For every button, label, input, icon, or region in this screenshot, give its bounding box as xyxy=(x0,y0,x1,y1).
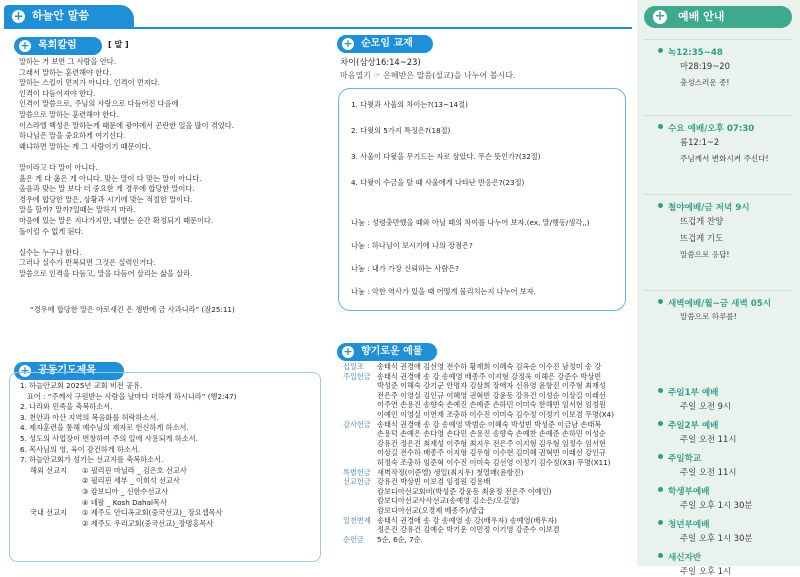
cell-share xyxy=(351,218,623,241)
plus-icon: + xyxy=(20,39,30,52)
worship-section-line: 마28:19~20 xyxy=(680,61,730,71)
plus-icon: + xyxy=(13,9,24,23)
worship-section-line: 주일 오전 9시 xyxy=(680,401,732,411)
offering-line: 강유건 박상빈 이보겸 임정원 김용배 xyxy=(377,477,491,487)
offering-line: 전은주 이영실 김인규 이혜영 권혁빈 강윤동 강유건 이성순 이상길 이래선 xyxy=(377,390,606,400)
worship-section-title: 주일1부 예배 xyxy=(668,388,719,398)
offering-line: 5순, 6순, 7순. xyxy=(377,534,423,544)
worship-section-title: 새신자반 xyxy=(668,553,702,563)
worship-section-title: 주일2부 예배 xyxy=(668,421,719,431)
mission-label xyxy=(20,487,82,498)
prayer-item: 3. 천안과 아산 지역의 복음화를 허락하소서. xyxy=(20,412,159,422)
worship-section-line: 충성스러운 종! xyxy=(680,78,730,87)
column-line: 인격이 다듬어져야 한다. xyxy=(19,88,96,98)
offering-line: 허정숙 조충하 임준혁 이수진 이미숙 김선영 이정기 김수정(X3) 무명(X11) xyxy=(377,457,611,467)
column-text xyxy=(19,57,319,279)
offering-line: 박성준 이해숙 강기군 안명자 김삼희 장애자 신유영 윤항진 이주형 최재성 xyxy=(377,381,606,391)
offering-label: 십일조 xyxy=(343,362,364,371)
mission-item: ① 제주도 안디옥교회(중국선교)_ 장요셉목사 xyxy=(82,508,223,518)
paragraph-gap xyxy=(19,152,319,163)
worship-section-line: 주일 오전 11시 xyxy=(680,467,737,477)
offering-line: 이상길 전수하 배종주 이지형 김우형 이수현 김미혜 권혁빈 이래선 강인규 xyxy=(377,448,606,458)
cell-question: 3. 사울이 다윗을 무기드는 자로 삼았다. 무슨 뜻인가?(32절) xyxy=(351,152,541,161)
worship-section-line: 말씀으로 응답! xyxy=(680,250,730,259)
offering-line: 정은진 강유건 김예순 박기운 이민정 이기영 강준수 이보겸 xyxy=(377,525,560,535)
offering-title-pill xyxy=(337,343,437,361)
column-line: 말씀으로 말하는 훈련해야 한다. xyxy=(19,109,119,119)
prayer-item: 5. 성도의 사업장이 번창하여 주의 일에 사용되게 하소서. xyxy=(20,433,198,443)
cell-share xyxy=(351,241,623,264)
column-line: 그래서 말하는 훈련해야 한다. xyxy=(19,67,112,77)
column-quote: “경우에 합당한 말은 아로새긴 은 쟁반에 금 사과니라” (잠25:11) xyxy=(30,305,235,314)
offering-title: 향기로운 예물 xyxy=(361,346,423,357)
column-title: 목회칼럼 xyxy=(38,40,77,51)
prayer-item: 1. 하늘안교회 2025년 교회 비전 공유. xyxy=(20,381,143,390)
worship-title: 예배 안내 xyxy=(678,10,725,23)
worship-section-title: 새벽예배/월~금 새벽 05시 xyxy=(668,299,771,309)
column-line: 말하는 스킬이 먼저가 아니다. 인격이 먼저다. xyxy=(19,78,160,88)
offering-label: 일천번제 xyxy=(343,515,371,525)
worship-section-title: 청년부예배 xyxy=(668,520,710,530)
worship-section-line: 뜨겁게 기도 xyxy=(680,233,724,243)
paragraph-gap xyxy=(19,237,319,248)
offering-line: 이주연 손용진 송향숙 손예진 손예준 손하민 이미숙 한해빈 임서현 임정원 xyxy=(377,400,606,410)
worship-section-title: 수요 예배/오후 07:30 xyxy=(668,124,755,134)
worship-section-title: 녹12:35~48 xyxy=(668,48,723,58)
worship-section-line: 주일 오전 11시 xyxy=(680,434,737,444)
column-tag: [ 말 ] xyxy=(108,40,129,49)
prayer-item: 7. 하늘안교회가 섬기는 선교지를 축복하소서. xyxy=(20,455,164,465)
worship-section-line: 주일 오후 1시 30분 xyxy=(680,500,753,510)
column-line: 하나님은 말을 중요하게 여기신다. xyxy=(19,131,126,141)
mission-row xyxy=(20,498,315,509)
worship-section-title: 주일학교 xyxy=(668,454,702,464)
mission-label xyxy=(20,498,82,509)
worship-divider xyxy=(644,115,792,116)
offering-row xyxy=(343,477,633,515)
cell-title: 순모임 교재 xyxy=(361,38,413,49)
share-label: 나눔 xyxy=(351,241,365,250)
cell-share xyxy=(351,287,623,310)
mission-row xyxy=(20,519,315,530)
offering-line: 캄보디아선교(오경제 배종주)/발급 xyxy=(377,505,485,515)
worship-section-line: 주일 오후 1시 xyxy=(680,566,732,576)
offering-names xyxy=(377,516,560,535)
column-line: 말을 할까? 말까?일때는 말하지 마라. xyxy=(19,205,136,215)
plus-icon: + xyxy=(343,37,353,50)
offering-line: 강유건 정은진 최재성 이주형 최지우 전은주 이지형 김우형 임정수 임서현 xyxy=(377,438,606,448)
plus-icon: + xyxy=(343,345,353,358)
mission-row xyxy=(20,487,315,498)
mission-item: ② 제주도 우리교회(중국선교)_장명홍목사 xyxy=(82,518,214,528)
worship-header xyxy=(644,6,792,28)
cell-questions xyxy=(351,100,621,204)
worship-section-title: 학생부예배 xyxy=(668,487,710,497)
offering-names xyxy=(377,477,551,515)
offering-row xyxy=(343,535,633,545)
offering-names xyxy=(377,535,423,545)
column-line: 옳은 게 다 옳은 게 아니다. 맞는 말이 다 맞는 말이 아니다. xyxy=(19,173,202,183)
offering-row xyxy=(343,372,633,420)
column-line: 올음과 맞는 말 보다 더 중요한 게 경우에 합당한 말이다. xyxy=(19,184,195,194)
offering-line: 새벽작정(이준엘) 생일(최지우) 첫열매(윤항진) xyxy=(377,467,524,477)
column-line: 인격이 말씀으로, 주님의 사랑으로 다듬어진 다음에 xyxy=(19,99,179,109)
worship-divider xyxy=(644,290,792,291)
header-bar xyxy=(4,5,632,29)
share-text: : 하나님이 보시기에 나의 장점은? xyxy=(364,241,473,250)
mission-label: 국내 선교지 xyxy=(30,508,68,518)
column-line: 경우에 합당한 말은, 상황과 시기에 맞는 적절한 말이다. xyxy=(19,194,193,204)
prayer-item: 6. 목사님의 영, 육이 강건하게 하소서. xyxy=(20,444,141,454)
column-line: 왜냐하면 말하는 게 그 사람이기 때문이다. xyxy=(19,141,151,151)
share-text: : 성령충만했을 때와 아닐 때의 차이를 나누어 보자.(ex, 말/행동/생각,,) xyxy=(364,218,590,227)
offering-row xyxy=(343,468,633,478)
mission-item: ② 필리핀 세부 _ 이희석 선교사 xyxy=(82,476,180,486)
worship-section-line: 말씀으로 하루를! xyxy=(680,312,737,321)
column-line: 실수는 누구나 한다. xyxy=(19,247,82,257)
worship-section-line: 뜨겁게 찬양 xyxy=(680,216,724,226)
cell-verse: 차이(삼상16:14~23) xyxy=(340,57,421,67)
header-title: 하늘안 말씀 xyxy=(32,9,89,22)
offering-label: 감사헌금 xyxy=(343,419,371,429)
column-line: 이스라엘 백성은 말하는게 때문에 광야에서 곤란한 일을 많이 겪었다. xyxy=(19,120,234,130)
worship-divider xyxy=(644,39,792,40)
mission-label: 해외 선교지 xyxy=(30,465,68,475)
mission-row xyxy=(20,508,315,519)
column-line: 말이라고 다 말이 아니다. xyxy=(19,162,98,172)
cell-subtitle: 마음열기 ☞ 은혜받은 말씀(설교)을 나누어 봅시다. xyxy=(340,71,516,80)
cell-question: 4. 다윗이 수금을 탈 때 사울에게 나타난 반응은?(23절) xyxy=(351,178,525,187)
column-line: 마음에 있는 말은 지나가지만, 내뱉는 순간 확정되기 때문이다. xyxy=(19,215,214,225)
header-tab xyxy=(4,5,134,27)
offering-label: 특별헌금 xyxy=(343,467,371,477)
offering-line: 송태식 권경애 김선영 전수하 황재희 이혜숙 김옥순 이수진 남정미 송 강 xyxy=(377,362,602,371)
offering-line: 캄보디아선교회비(박성준 강윤동 최윤정 전은주 이예인) xyxy=(377,486,552,496)
mission-row xyxy=(20,466,315,477)
offering-line: 이예인 이영실 이연재 조충하 이수진 이미숙 김수정 이정기 이보겸 무명(X4) xyxy=(377,409,615,419)
prayer-item: 4. 제자훈련을 통해 예수님의 제자로 헌신하게 하소서. xyxy=(20,423,189,433)
prayer-item: 2. 나라와 민족을 축복하소서. xyxy=(20,402,113,412)
worship-divider xyxy=(644,194,792,195)
cell-shares xyxy=(351,218,623,310)
worship-section-line: 롬12:1~2 xyxy=(680,137,720,147)
offering-line: 손용덕 손예은 손다영 손다민 손용진 송향숙 손예찬 손예준 손하민 이성순 xyxy=(377,429,606,439)
share-label: 나눔 xyxy=(351,218,365,227)
offering-line: 캄보디아선교사사선교(송예영 김소은/오길영) xyxy=(377,496,520,506)
offering-names xyxy=(377,372,614,420)
worship-section-line: 주님께서 변화시켜 주신다! xyxy=(680,154,769,163)
offering-label: 주일헌금 xyxy=(343,371,371,381)
offering-row xyxy=(343,362,633,372)
share-label: 나눔 xyxy=(351,287,365,296)
column-line: 말하는 거 보면 그 사람을 안다. xyxy=(19,57,117,66)
offering-label: 순헌금 xyxy=(343,534,364,544)
share-text: : 악한 역사가 있을 때 어떻게 물리치는지 나누어 보자. xyxy=(364,287,536,296)
column-title-pill xyxy=(14,37,102,55)
column-line: 말씀으로 인격을 다듬고, 말을 다듬어 살리는 삶을 살라. xyxy=(19,268,193,278)
mission-item: ③ 캄보디아 _ 신한수선교사 xyxy=(82,486,169,496)
offering-list xyxy=(343,362,633,544)
mission-row xyxy=(20,476,315,487)
mission-label xyxy=(20,476,82,487)
share-label: 나눔 xyxy=(351,264,365,273)
mission-item: ④ 네팔 _ Kosh Dahal목사 xyxy=(82,497,167,507)
prayer-item: 표어 : “주께서 구원받는 사람을 날마다 더하게 하시니라” (행2:47) xyxy=(20,391,237,401)
offering-label: 선교헌금 xyxy=(343,477,371,487)
offering-names xyxy=(377,468,523,478)
offering-names xyxy=(377,362,601,372)
cell-title-pill xyxy=(337,35,433,53)
plus-icon: + xyxy=(20,364,30,377)
worship-section-line: 주일 오후 1시 30분 xyxy=(680,533,753,543)
offering-row xyxy=(343,516,633,535)
column-line: 그러나 실수가 반복되면 그것은 실력인거다. xyxy=(19,258,156,268)
offering-line: 송태식 권경애 송 강 송예영 배종주 이지형 강정욱 이해은 강준수 박상빈 xyxy=(377,371,602,381)
cell-question: 1. 다윗과 사울의 차이는?(13~14절) xyxy=(351,100,468,109)
mission-item: ① 필리핀 마닐라 _ 김은호 선교사 xyxy=(82,465,187,475)
prayer-list xyxy=(20,381,315,529)
mission-label xyxy=(20,519,82,530)
prayer-title: 공동기도제목 xyxy=(38,365,96,376)
offering-line: 송태식 권경애 송 강 송예영 송 강(배우자) 송예영(배우자) xyxy=(377,515,557,525)
offering-line: 송태식 권경애 송 강 송예영 박범순 이혜숙 박성빈 박성준 이금남 손태복 xyxy=(377,419,602,429)
cell-question: 2. 다윗의 5가지 특징은?(18절) xyxy=(351,126,451,135)
cell-share xyxy=(351,264,623,287)
worship-section-title: 철야예배/금 저녁 9시 xyxy=(668,203,750,213)
offering-names xyxy=(377,420,611,468)
offering-row xyxy=(343,420,633,468)
column-line: 돌이킬 수 없게 된다. xyxy=(19,226,84,236)
plus-icon: + xyxy=(654,9,666,24)
share-text: : 내가 가장 신뢰하는 사람은? xyxy=(364,264,459,273)
